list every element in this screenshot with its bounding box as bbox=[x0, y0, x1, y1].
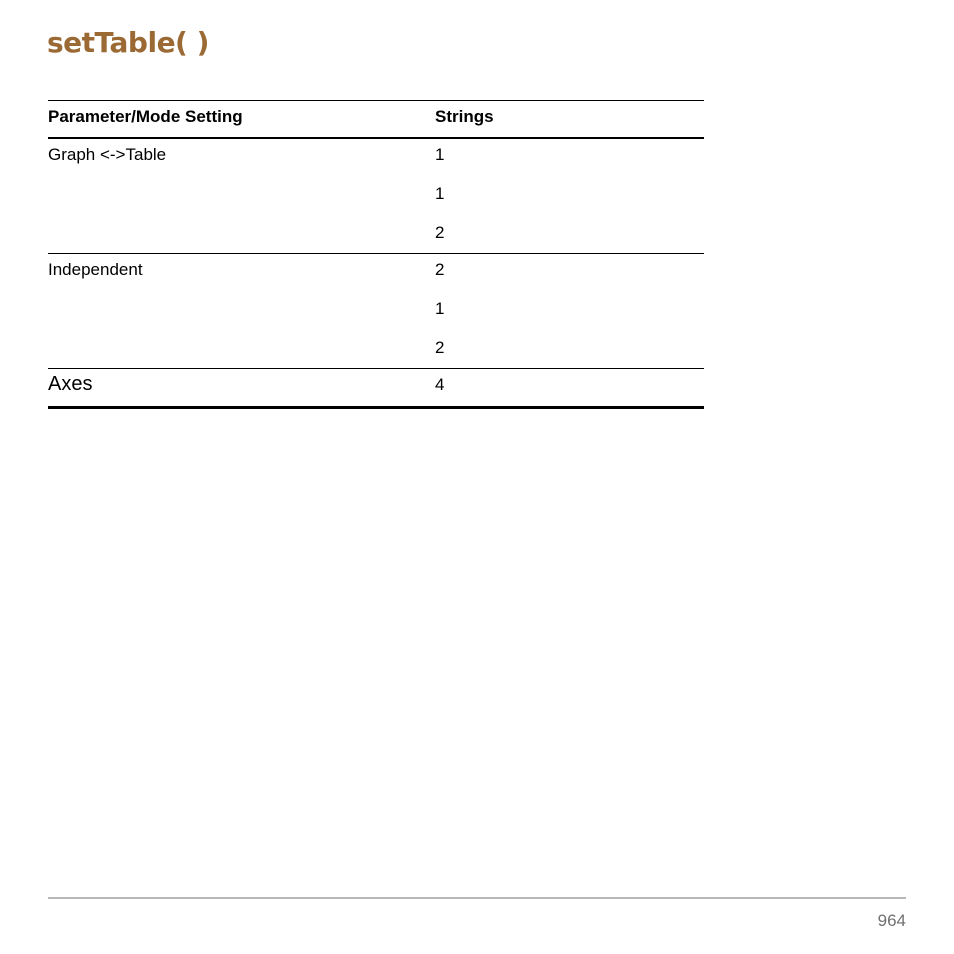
footer-divider bbox=[48, 897, 906, 899]
group-name: Graph <->Table bbox=[48, 145, 167, 164]
group-values bbox=[435, 254, 704, 368]
page-title: setTable( ) bbox=[47, 26, 209, 59]
header-strings: Strings bbox=[435, 107, 494, 126]
string-value: 2 bbox=[435, 260, 445, 279]
parameter-table bbox=[48, 100, 704, 409]
group-values bbox=[435, 369, 704, 406]
header-parameter: Parameter/Mode Setting bbox=[48, 107, 243, 126]
table-group-graph-table bbox=[48, 139, 704, 254]
string-value: 4 bbox=[435, 375, 445, 394]
table-group-independent bbox=[48, 254, 704, 369]
group-name: Independent bbox=[48, 260, 143, 279]
string-value: 1 bbox=[435, 184, 445, 203]
table-group-axes bbox=[48, 369, 704, 409]
table-header-row bbox=[48, 100, 704, 139]
page-number: 964 bbox=[877, 911, 906, 930]
string-value: 1 bbox=[435, 299, 445, 318]
string-value: 2 bbox=[435, 223, 445, 242]
string-value: 2 bbox=[435, 338, 445, 357]
group-values bbox=[435, 139, 704, 253]
string-value: 1 bbox=[435, 145, 445, 164]
group-name: Axes bbox=[48, 373, 93, 395]
